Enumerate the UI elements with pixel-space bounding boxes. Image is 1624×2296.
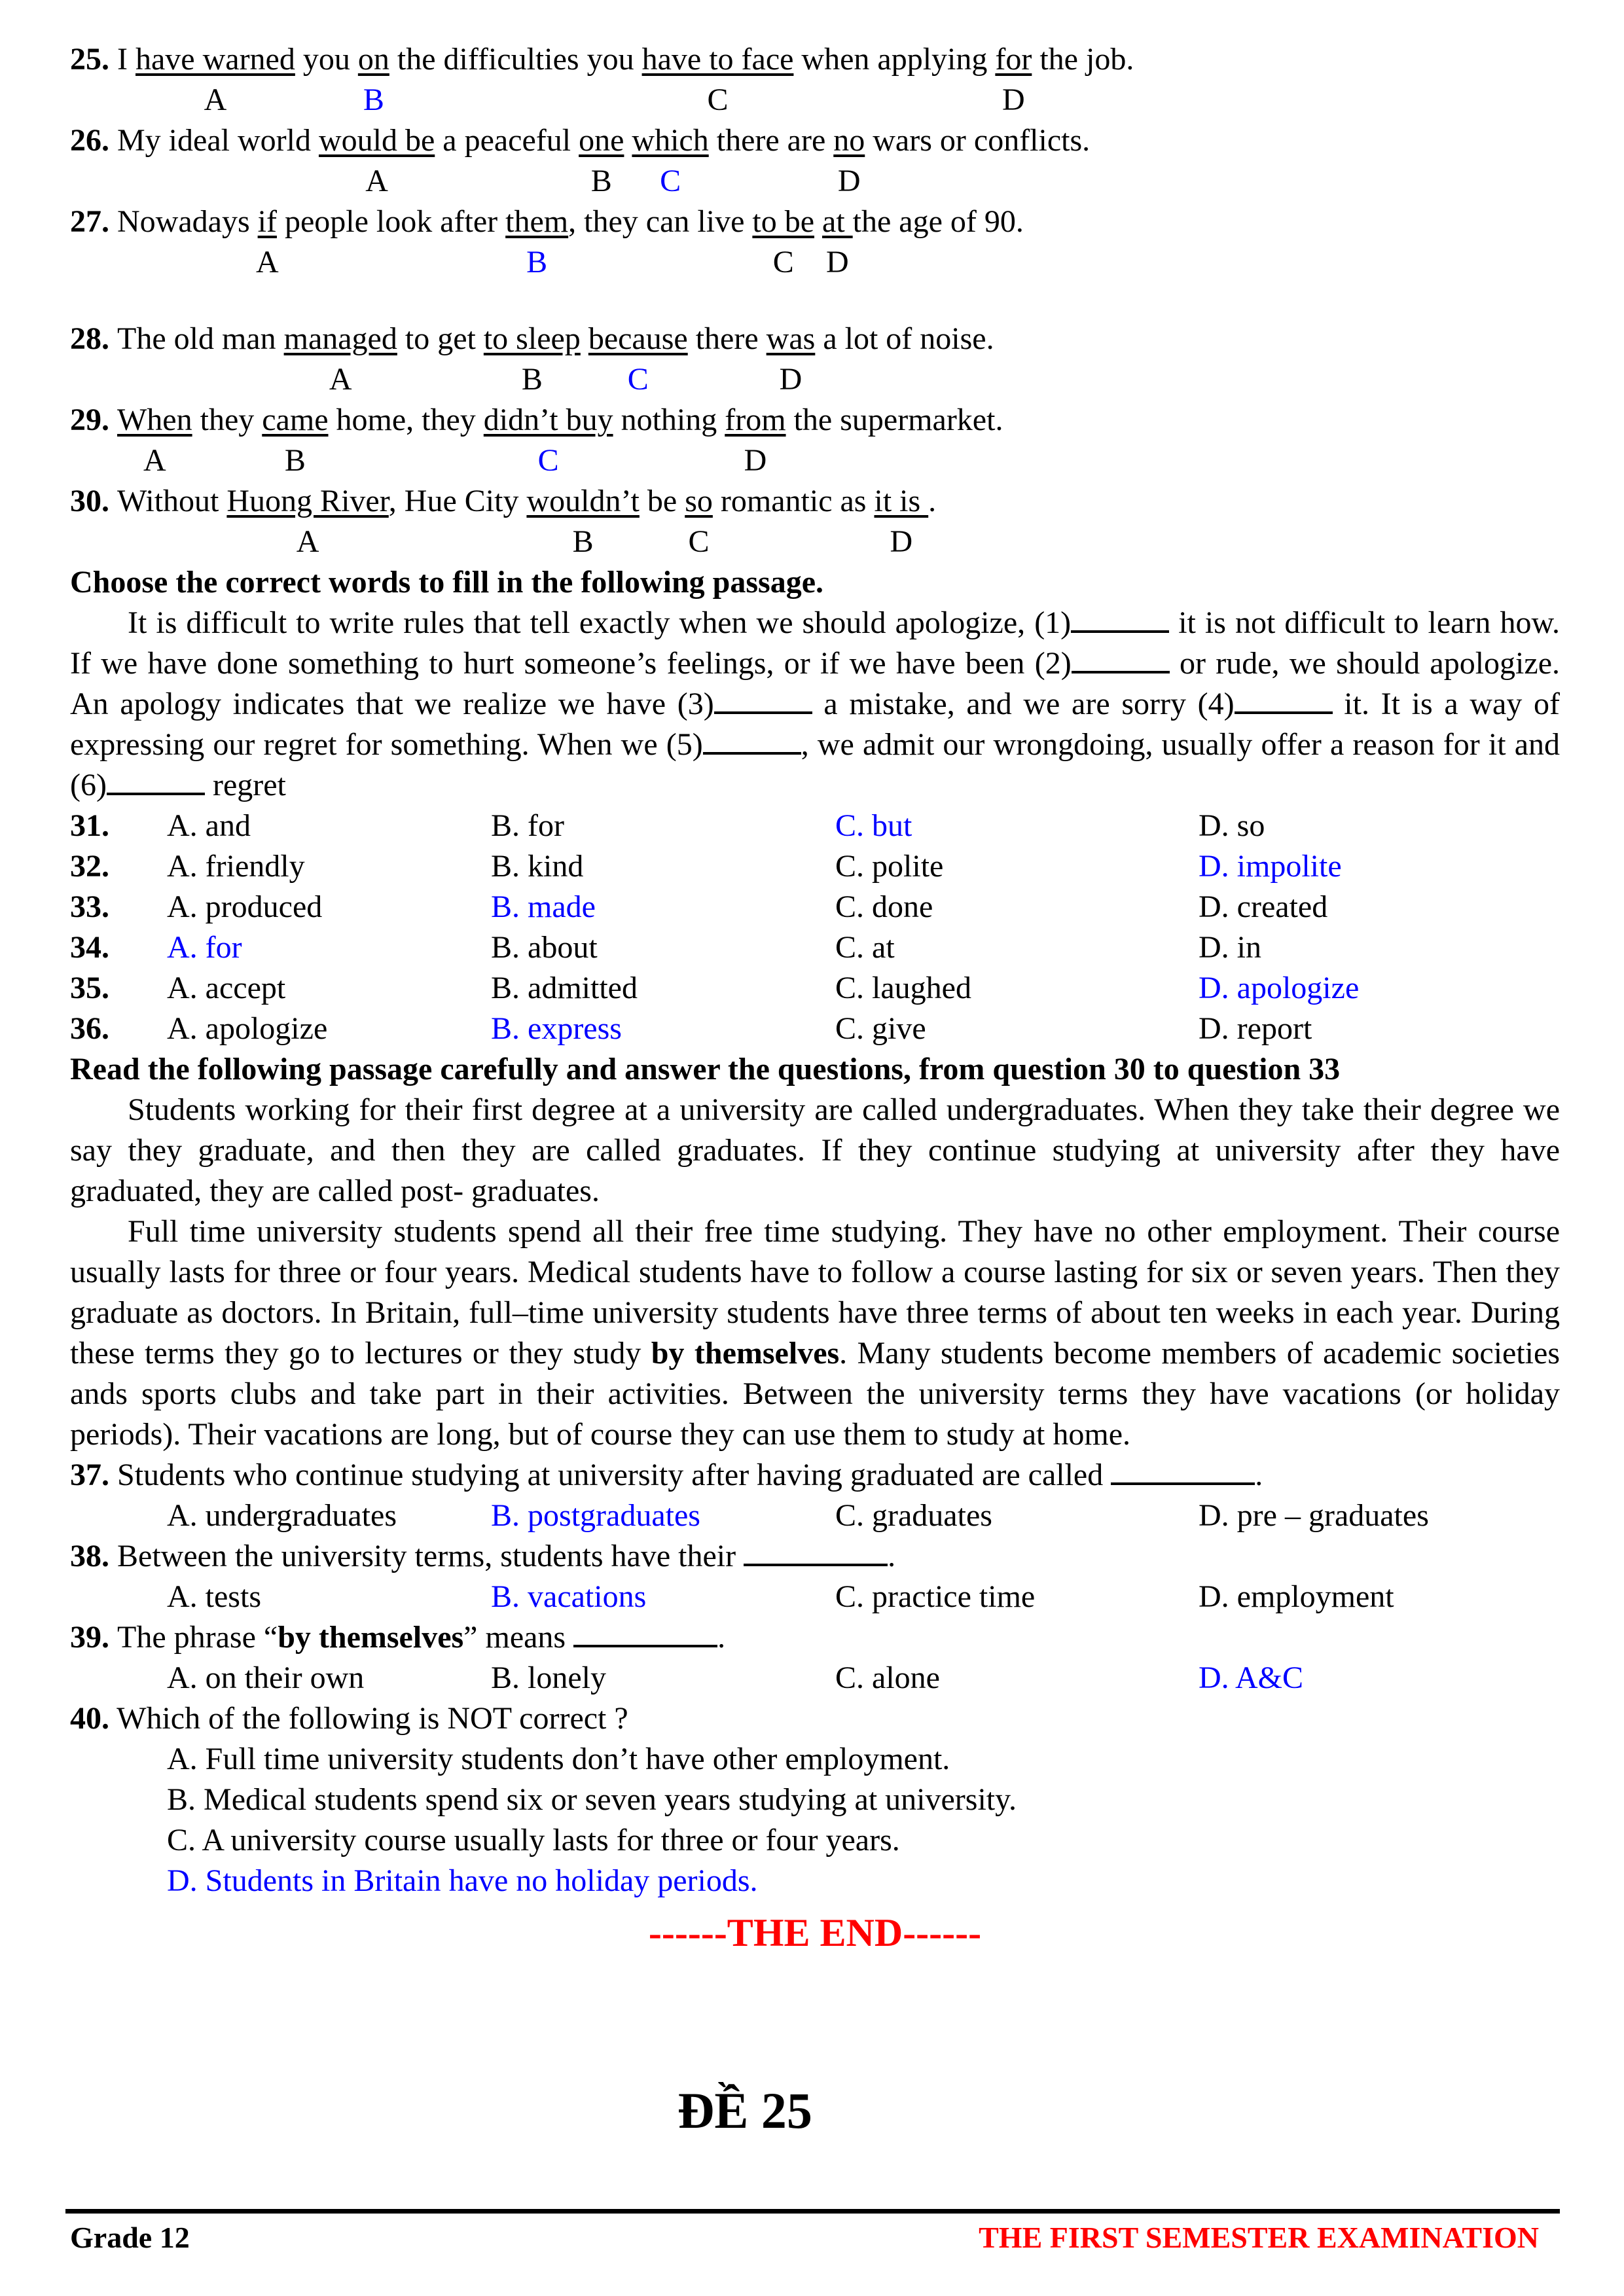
- option-b[interactable]: B. made: [491, 889, 596, 924]
- option-letter-a: A: [204, 82, 227, 117]
- option-c[interactable]: C. graduates: [835, 1498, 992, 1533]
- blank-line: [744, 1537, 888, 1566]
- passage-text: it is not difficult to learn how. If we have done something to hurt someone’s feelings, or if we have been (2): [70, 605, 1560, 681]
- option-d[interactable]: D. A&C: [1199, 1660, 1304, 1695]
- blank-line: [703, 726, 801, 755]
- error-item-sentence: 30. Without Huong River, Hue City wouldn’t be so romantic as it is .: [70, 484, 937, 518]
- option-letter-a: A: [329, 362, 352, 397]
- error-item-sentence: 26. My ideal world would be a peaceful one which there are no wars or conflicts.: [70, 123, 1091, 158]
- option-c[interactable]: C. A university course usually lasts for three or four years.: [167, 1823, 900, 1857]
- question-number: 32.: [70, 849, 109, 884]
- blank-line: [714, 685, 812, 714]
- underlined-option: was: [766, 321, 816, 356]
- option-letter-c: C: [707, 82, 729, 117]
- option-letter-d: D: [1002, 82, 1025, 117]
- underlined-option: because: [588, 321, 688, 356]
- option-letter-d: D: [744, 443, 767, 478]
- option-d[interactable]: D. pre – graduates: [1199, 1498, 1429, 1533]
- option-letter-b: B: [590, 164, 612, 198]
- error-item-sentence: 27. Nowadays if people look after them, they can live to be at the age of 90.: [70, 204, 1024, 239]
- reading-paragraph-2-text: Full time university students spend all their free time studying. They have no other employment. Their course usually lasts for three or four years. Medical students have to follow a course lasting for six or seven years. Then they graduate as doctors. In Britain, full–time university students have three terms of about ten weeks in each year. During these terms they go to lectures or they study: [70, 1214, 1560, 1371]
- option-b[interactable]: B. kind: [491, 849, 584, 884]
- option-c[interactable]: C. polite: [835, 849, 944, 884]
- blank-line: [107, 766, 205, 795]
- option-letter-d: D: [826, 245, 849, 279]
- option-letter-b: B: [284, 443, 306, 478]
- error-item-sentence: 25. I have warned you on the difficulties you have to face when applying for the job.: [70, 42, 1134, 77]
- option-a[interactable]: A. accept: [167, 971, 286, 1005]
- option-letters: [70, 161, 1560, 202]
- question-stem-line: 39. The phrase “by themselves” means .: [70, 1620, 726, 1655]
- question-number: 34.: [70, 930, 109, 965]
- question-number: 27.: [70, 204, 117, 239]
- option-letter-d: D: [779, 362, 803, 397]
- option-c[interactable]: C. give: [835, 1011, 926, 1046]
- option-letter-a: A: [255, 245, 279, 279]
- options-row: [70, 1658, 1560, 1698]
- option-letter-c: C: [537, 443, 559, 478]
- option-letter-c: C: [688, 524, 710, 559]
- option-letter-c: C: [627, 362, 649, 397]
- option-c[interactable]: C. practice time: [835, 1579, 1036, 1614]
- option-letters: [70, 522, 1560, 562]
- error-item: [70, 400, 1560, 481]
- cloze-question: [70, 1009, 1560, 1049]
- underlined-option: came: [262, 403, 329, 437]
- question-number: 35.: [70, 971, 109, 1005]
- error-item-sentence: 28. The old man managed to get to sleep because there was a lot of noise.: [70, 321, 994, 356]
- option-letter-b: B: [521, 362, 543, 397]
- option-letter-b: B: [526, 245, 548, 279]
- option-d[interactable]: D. created: [1199, 889, 1328, 924]
- passage-text: it. It is a way of expressing our regret for something. When we (5): [70, 687, 1560, 762]
- underlined-option: them: [505, 204, 569, 239]
- underlined-option: have warned: [135, 42, 295, 77]
- option-c[interactable]: C. at: [835, 930, 895, 965]
- option-letter-c: C: [772, 245, 794, 279]
- reading-paragraph-1: [70, 1090, 1560, 1211]
- option-a[interactable]: A. Full time university students don’t have other employment.: [167, 1742, 950, 1776]
- underlined-option: to be: [752, 204, 815, 239]
- underlined-option: to sleep: [483, 321, 581, 356]
- option-d[interactable]: D. employment: [1199, 1579, 1394, 1614]
- option-letter-b: B: [363, 82, 384, 117]
- error-item: [70, 39, 1560, 120]
- option-a[interactable]: A. on their own: [167, 1660, 365, 1695]
- option-letter-a: A: [143, 443, 166, 478]
- question-number: 40.: [70, 1701, 109, 1736]
- option-a[interactable]: A. and: [167, 808, 251, 843]
- option-letter-d: D: [837, 164, 861, 198]
- question-number: 39.: [70, 1620, 117, 1655]
- option-b[interactable]: B. postgraduates: [491, 1498, 700, 1533]
- option-letter-d: D: [890, 524, 913, 559]
- error-identification-section: [70, 39, 1560, 562]
- option-d[interactable]: D. impolite: [1199, 849, 1342, 884]
- option-d[interactable]: D. report: [1199, 1011, 1312, 1046]
- option-letters: [70, 440, 1560, 481]
- question-number: 25.: [70, 42, 117, 77]
- reading-bold-phrase: by themselves: [651, 1336, 840, 1371]
- option-d[interactable]: D. so: [1199, 808, 1265, 843]
- underlined-option: didn’t buy: [483, 403, 613, 437]
- question-number: 28.: [70, 321, 117, 356]
- error-item-sentence: 29. When they came home, they didn’t buy nothing from the supermarket.: [70, 403, 1003, 437]
- underlined-option: for: [995, 42, 1032, 77]
- cloze-question: [70, 887, 1560, 927]
- option-d[interactable]: D. Students in Britain have no holiday periods.: [167, 1863, 758, 1898]
- underlined-option: if: [257, 204, 277, 239]
- option-letters: [70, 359, 1560, 400]
- underlined-option: Huong River: [226, 484, 389, 518]
- question-number: 36.: [70, 1011, 109, 1046]
- reading-paragraph-1-text: Students working for their first degree at a university are called undergraduates. When they take their degree we say they graduate, and then they are called graduates. If they continue studying at university after they have graduated, they are called post- graduates.: [70, 1092, 1560, 1208]
- question-number: 38.: [70, 1539, 117, 1573]
- exam-page: [70, 39, 1560, 1959]
- option-a[interactable]: A. apologize: [167, 1011, 328, 1046]
- question-number: 30.: [70, 484, 117, 518]
- underlined-option: so: [685, 484, 713, 518]
- underlined-option: would be: [318, 123, 435, 158]
- reading-questions: [70, 1455, 1560, 1698]
- underlined-option: from: [725, 403, 786, 437]
- option-c[interactable]: C. but: [835, 808, 912, 843]
- passage-text: , we admit our wrongdoing, usually offer a reason for it and (6): [70, 727, 1561, 802]
- option-d[interactable]: D. apologize: [1199, 971, 1360, 1005]
- option-d[interactable]: D. in: [1199, 930, 1261, 965]
- option-a[interactable]: A. produced: [167, 889, 323, 924]
- passage-text: or rude, we should apologize. An apology indicates that we realize we have (3): [70, 646, 1561, 721]
- reading-paragraph-2-end: . Many students become members of academic societies ands sports clubs and take part in their activities. Between the university terms they have vacations (or holiday periods). Their vacations are long, but of course they can use them to study at home.: [70, 1336, 1560, 1452]
- reading-paragraph-2: [70, 1211, 1560, 1455]
- option-b[interactable]: B. lonely: [491, 1660, 606, 1695]
- underlined-option: no: [833, 123, 865, 158]
- underlined-option: wouldn’t: [526, 484, 640, 518]
- underlined-option: on: [357, 42, 389, 77]
- question-40: [70, 1698, 1560, 1901]
- error-item: [70, 319, 1560, 400]
- passage-text: It is difficult to write rules that tell exactly when we should apologize, (1): [128, 605, 1072, 640]
- option-letter-b: B: [572, 524, 594, 559]
- option-b[interactable]: B. express: [491, 1011, 622, 1046]
- option-a[interactable]: A. tests: [167, 1579, 261, 1614]
- blank-line: [1071, 604, 1169, 633]
- reading-instruction: Read the following passage carefully and answer the questions, from question 30 to question 33: [70, 1052, 1341, 1086]
- blank-line: [1072, 645, 1170, 673]
- option-b[interactable]: B. Medical students spend six or seven years studying at university.: [167, 1782, 1017, 1817]
- next-test-title: ĐỀ 25: [677, 2082, 812, 2139]
- the-end-label: ------THE END------: [648, 1911, 982, 1954]
- reading-question: [70, 1617, 1560, 1698]
- option-c[interactable]: C. alone: [835, 1660, 940, 1695]
- option-b[interactable]: B. vacations: [491, 1579, 647, 1614]
- error-item: [70, 202, 1560, 283]
- quoted-phrase: by themselves: [278, 1620, 464, 1655]
- footer-grade: Grade 12: [70, 2221, 190, 2254]
- option-letter-a: A: [296, 524, 319, 559]
- blank-line: [573, 1619, 717, 1647]
- cloze-questions: [70, 806, 1560, 1049]
- underlined-option: at: [822, 204, 853, 239]
- option-b[interactable]: B. admitted: [491, 971, 638, 1005]
- question-number: 26.: [70, 123, 117, 158]
- option-a[interactable]: A. friendly: [167, 849, 305, 884]
- underlined-option: which: [632, 123, 709, 158]
- option-c[interactable]: C. laughed: [835, 971, 971, 1005]
- option-a[interactable]: A. for: [167, 930, 242, 965]
- underlined-option: it is: [874, 484, 929, 518]
- option-letters: [70, 242, 1560, 283]
- cloze-question: [70, 968, 1560, 1009]
- question-stem-line: 38. Between the university terms, students have their .: [70, 1539, 896, 1573]
- option-c[interactable]: C. done: [835, 889, 933, 924]
- underlined-option: When: [117, 403, 192, 437]
- underlined-option: managed: [283, 321, 397, 356]
- option-letter-a: A: [365, 164, 388, 198]
- footer-exam-title: THE FIRST SEMESTER EXAMINATION: [979, 2221, 1539, 2254]
- underlined-option: have to face: [641, 42, 794, 77]
- blank-line: [1111, 1456, 1255, 1485]
- passage-text: a mistake, and we are sorry (4): [812, 687, 1235, 721]
- option-letter-c: C: [660, 164, 681, 198]
- question-number: 31.: [70, 808, 109, 843]
- cloze-passage: [70, 603, 1560, 806]
- options-row: [70, 1577, 1560, 1617]
- reading-question: [70, 1536, 1560, 1617]
- question-number: 37.: [70, 1458, 117, 1492]
- footer-divider: [65, 2209, 1560, 2214]
- cloze-question: [70, 927, 1560, 968]
- option-b[interactable]: B. about: [491, 930, 598, 965]
- underlined-option: one: [579, 123, 624, 158]
- passage-text: regret: [204, 768, 286, 802]
- question-number: 29.: [70, 403, 117, 437]
- cloze-question: [70, 846, 1560, 887]
- option-b[interactable]: B. for: [491, 808, 564, 843]
- question-number: 33.: [70, 889, 109, 924]
- options-row: [70, 1496, 1560, 1536]
- blank-line: [1235, 685, 1333, 714]
- cloze-question: [70, 806, 1560, 846]
- option-a[interactable]: A. undergraduates: [167, 1498, 397, 1533]
- reading-question: [70, 1455, 1560, 1536]
- error-item: [70, 481, 1560, 562]
- question-stem: Which of the following is NOT correct ?: [117, 1701, 628, 1736]
- option-letters: [70, 80, 1560, 120]
- error-item: [70, 120, 1560, 202]
- cloze-instruction: Choose the correct words to fill in the following passage.: [70, 565, 824, 600]
- question-stem-line: 37. Students who continue studying at university after having graduated are called .: [70, 1458, 1263, 1492]
